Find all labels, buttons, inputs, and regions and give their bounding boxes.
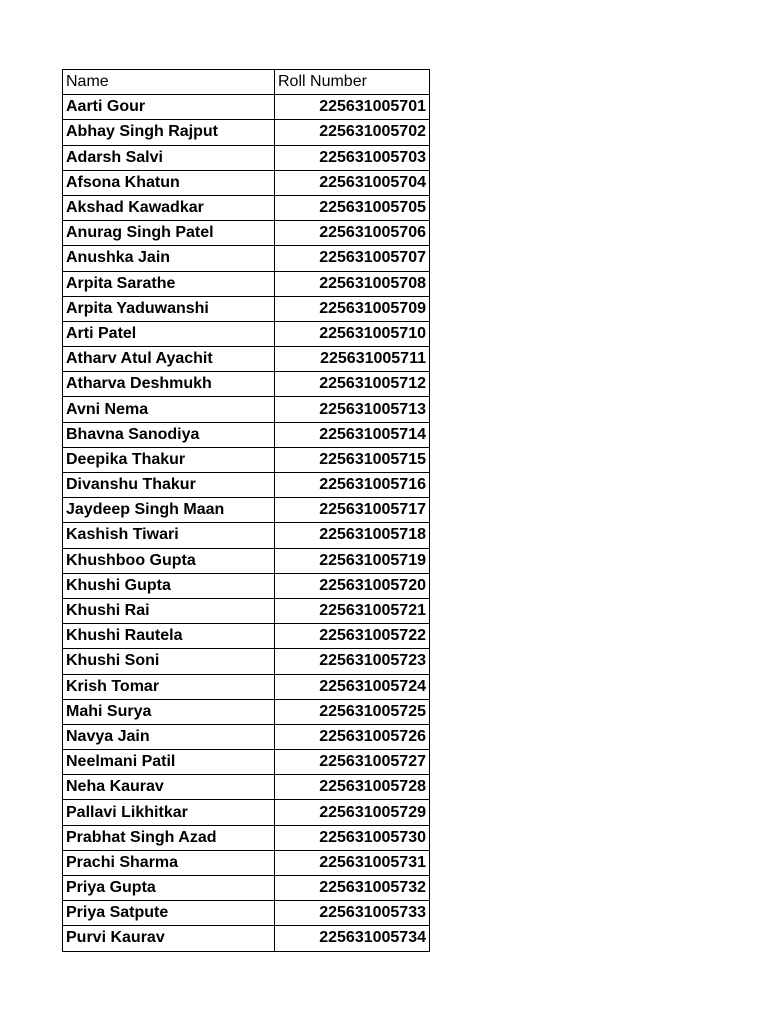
roll-number-cell: 225631005718 xyxy=(275,523,430,548)
table-header-row xyxy=(63,70,430,95)
roll-number-cell: 225631005704 xyxy=(275,170,430,195)
roll-number-cell: 225631005701 xyxy=(275,95,430,120)
roll-number-cell: 225631005728 xyxy=(275,775,430,800)
roll-number-cell: 225631005729 xyxy=(275,800,430,825)
roll-number-cell: 225631005716 xyxy=(275,473,430,498)
roll-number-cell: 225631005715 xyxy=(275,447,430,472)
student-name-cell: Arpita Yaduwanshi xyxy=(63,296,275,321)
roll-number-cell: 225631005711 xyxy=(275,347,430,372)
student-name-cell: Adarsh Salvi xyxy=(63,145,275,170)
header-roll-number: Roll Number xyxy=(275,70,430,95)
student-list-sheet xyxy=(62,69,429,952)
roll-number-cell: 225631005721 xyxy=(275,598,430,623)
table-row xyxy=(63,573,430,598)
table-body xyxy=(63,95,430,951)
table-row xyxy=(63,170,430,195)
table-row xyxy=(63,397,430,422)
table-row xyxy=(63,548,430,573)
table-row xyxy=(63,296,430,321)
roll-number-cell: 225631005717 xyxy=(275,498,430,523)
table-row xyxy=(63,674,430,699)
table-row xyxy=(63,221,430,246)
student-name-cell: Khushi Gupta xyxy=(63,573,275,598)
student-name-cell: Avni Nema xyxy=(63,397,275,422)
student-name-cell: Afsona Khatun xyxy=(63,170,275,195)
roll-number-cell: 225631005727 xyxy=(275,750,430,775)
roll-number-cell: 225631005724 xyxy=(275,674,430,699)
student-name-cell: Atharv Atul Ayachit xyxy=(63,347,275,372)
table-row xyxy=(63,876,430,901)
student-name-cell: Jaydeep Singh Maan xyxy=(63,498,275,523)
student-name-cell: Akshad Kawadkar xyxy=(63,195,275,220)
student-name-cell: Anushka Jain xyxy=(63,246,275,271)
table-row xyxy=(63,699,430,724)
student-name-cell: Khushi Soni xyxy=(63,649,275,674)
student-name-cell: Deepika Thakur xyxy=(63,447,275,472)
roll-number-cell: 225631005733 xyxy=(275,901,430,926)
student-name-cell: Atharva Deshmukh xyxy=(63,372,275,397)
table-row xyxy=(63,498,430,523)
table-row xyxy=(63,926,430,951)
student-name-cell: Purvi Kaurav xyxy=(63,926,275,951)
header-name: Name xyxy=(63,70,275,95)
roll-number-cell: 225631005722 xyxy=(275,624,430,649)
roll-number-cell: 225631005707 xyxy=(275,246,430,271)
roll-number-cell: 225631005714 xyxy=(275,422,430,447)
table-row xyxy=(63,850,430,875)
roll-number-cell: 225631005720 xyxy=(275,573,430,598)
table-row xyxy=(63,724,430,749)
roll-number-cell: 225631005713 xyxy=(275,397,430,422)
student-name-cell: Divanshu Thakur xyxy=(63,473,275,498)
table-row xyxy=(63,271,430,296)
roll-number-cell: 225631005709 xyxy=(275,296,430,321)
student-name-cell: Bhavna Sanodiya xyxy=(63,422,275,447)
student-name-cell: Khushi Rautela xyxy=(63,624,275,649)
student-name-cell: Priya Gupta xyxy=(63,876,275,901)
student-name-cell: Abhay Singh Rajput xyxy=(63,120,275,145)
student-roll-table xyxy=(62,69,430,952)
roll-number-cell: 225631005731 xyxy=(275,850,430,875)
table-row xyxy=(63,95,430,120)
student-name-cell: Pallavi Likhitkar xyxy=(63,800,275,825)
student-name-cell: Priya Satpute xyxy=(63,901,275,926)
student-name-cell: Krish Tomar xyxy=(63,674,275,699)
roll-number-cell: 225631005710 xyxy=(275,321,430,346)
student-name-cell: Arti Patel xyxy=(63,321,275,346)
student-name-cell: Navya Jain xyxy=(63,724,275,749)
table-row xyxy=(63,800,430,825)
roll-number-cell: 225631005730 xyxy=(275,825,430,850)
student-name-cell: Khushi Rai xyxy=(63,598,275,623)
roll-number-cell: 225631005708 xyxy=(275,271,430,296)
table-row xyxy=(63,145,430,170)
student-name-cell: Prabhat Singh Azad xyxy=(63,825,275,850)
student-name-cell: Mahi Surya xyxy=(63,699,275,724)
table-row xyxy=(63,523,430,548)
roll-number-cell: 225631005732 xyxy=(275,876,430,901)
table-row xyxy=(63,649,430,674)
student-name-cell: Anurag Singh Patel xyxy=(63,221,275,246)
student-name-cell: Khushboo Gupta xyxy=(63,548,275,573)
table-row xyxy=(63,598,430,623)
table-row xyxy=(63,372,430,397)
table-row xyxy=(63,825,430,850)
student-name-cell: Kashish Tiwari xyxy=(63,523,275,548)
student-name-cell: Aarti Gour xyxy=(63,95,275,120)
student-name-cell: Prachi Sharma xyxy=(63,850,275,875)
roll-number-cell: 225631005734 xyxy=(275,926,430,951)
table-row xyxy=(63,447,430,472)
roll-number-cell: 225631005705 xyxy=(275,195,430,220)
roll-number-cell: 225631005723 xyxy=(275,649,430,674)
roll-number-cell: 225631005702 xyxy=(275,120,430,145)
table-row xyxy=(63,422,430,447)
table-row xyxy=(63,321,430,346)
table-row xyxy=(63,195,430,220)
student-name-cell: Neelmani Patil xyxy=(63,750,275,775)
student-name-cell: Neha Kaurav xyxy=(63,775,275,800)
roll-number-cell: 225631005706 xyxy=(275,221,430,246)
roll-number-cell: 225631005719 xyxy=(275,548,430,573)
student-name-cell: Arpita Sarathe xyxy=(63,271,275,296)
table-row xyxy=(63,750,430,775)
table-row xyxy=(63,120,430,145)
table-row xyxy=(63,347,430,372)
roll-number-cell: 225631005712 xyxy=(275,372,430,397)
table-row xyxy=(63,775,430,800)
roll-number-cell: 225631005703 xyxy=(275,145,430,170)
table-row xyxy=(63,624,430,649)
roll-number-cell: 225631005725 xyxy=(275,699,430,724)
table-row xyxy=(63,246,430,271)
roll-number-cell: 225631005726 xyxy=(275,724,430,749)
table-row xyxy=(63,901,430,926)
table-row xyxy=(63,473,430,498)
